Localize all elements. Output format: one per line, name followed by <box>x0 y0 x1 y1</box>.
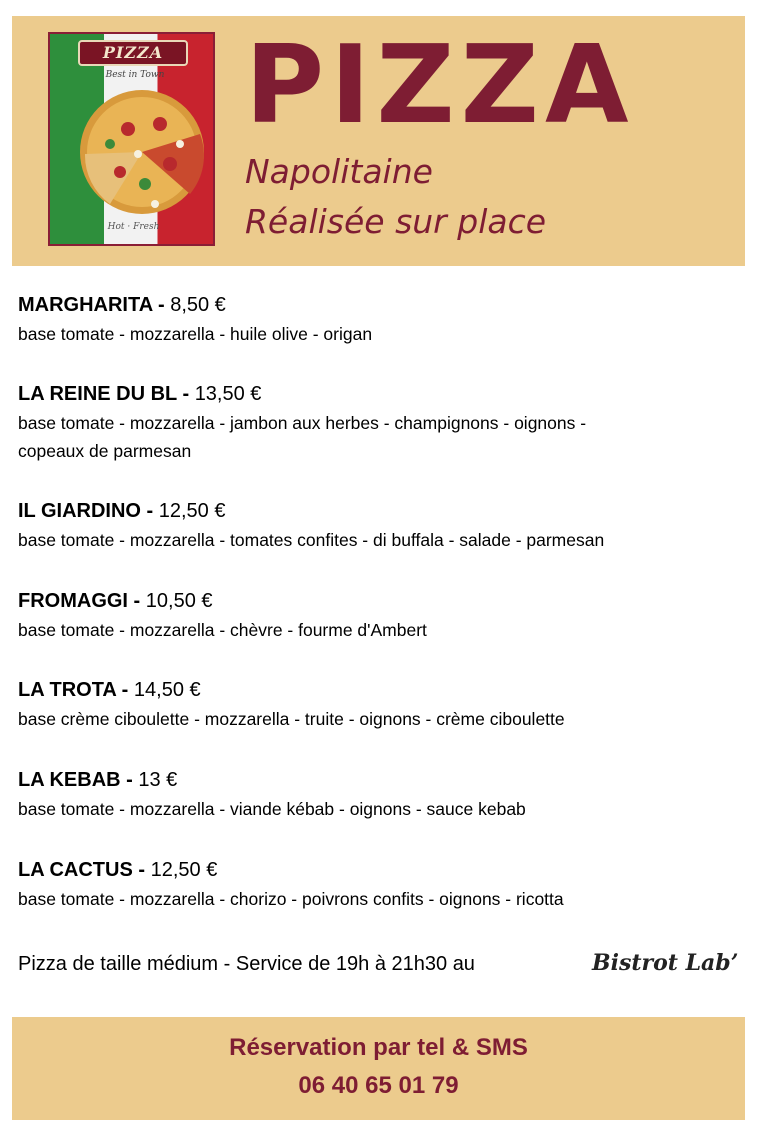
pepperoni <box>114 166 126 178</box>
menu-item <box>18 290 748 348</box>
pizza-price: 13 € <box>138 769 178 791</box>
mozzarella <box>134 150 142 158</box>
pizza-poster-image <box>48 32 215 246</box>
menu-item <box>18 765 748 823</box>
pepperoni <box>163 157 177 171</box>
pizza-ingredients: base tomate - mozzarella - tomates confites - di buffala - salade - parmesan <box>18 530 605 550</box>
pepperoni <box>121 122 135 136</box>
menu-item <box>18 496 748 554</box>
basil-leaf <box>139 178 151 190</box>
poster-tagline: Best in Town <box>105 70 165 80</box>
menu-item <box>18 586 748 644</box>
pizza-price: 12,50 € <box>158 500 226 522</box>
pizza-price: 13,50 € <box>194 383 262 405</box>
pizza-name: IL GIARDINO - <box>18 500 154 522</box>
poster-footer: Hot · Fresh <box>107 222 160 232</box>
pizza-ingredients: base crème ciboulette - mozzarella - truite - oignons - crème ciboulette <box>18 709 565 729</box>
pizza-price: 8,50 € <box>170 294 226 316</box>
pizza-price: 14,50 € <box>133 679 201 701</box>
reservation-banner <box>12 1017 745 1120</box>
pizza-ingredients: base tomate - mozzarella - chorizo - poivrons confits - oignons - ricotta <box>18 889 564 909</box>
mozzarella <box>176 140 184 148</box>
mozzarella <box>151 200 159 208</box>
pizza-ingredients-cont: copeaux de parmesan <box>18 441 192 461</box>
pizza-name: LA KEBAB - <box>18 769 133 791</box>
pepperoni <box>153 117 167 131</box>
pizza-name: LA REINE DU BL - <box>18 383 190 405</box>
subtitle-style: Napolitaine <box>245 152 433 191</box>
pizza-ingredients: base tomate - mozzarella - viande kébab - oignons - sauce kebab <box>18 799 526 819</box>
service-hours-note: Pizza de taille médium - Service de 19h à 21h30 au <box>18 953 475 975</box>
subtitle-made-on-site: Réalisée sur place <box>245 202 547 241</box>
pizza-price: 10,50 € <box>145 590 213 612</box>
poster-title: PIZZA <box>78 40 188 66</box>
bistrot-lab-logo: Bistrot Lab’ <box>592 950 739 976</box>
reservation-label: Réservation par tel & SMS <box>229 1034 528 1061</box>
pizza-price: 12,50 € <box>150 859 218 881</box>
pizza-ingredients: base tomate - mozzarella - chèvre - fourme d'Ambert <box>18 620 427 640</box>
menu-item <box>18 855 748 913</box>
basil-leaf <box>105 139 115 149</box>
menu-item <box>18 379 748 465</box>
menu-item <box>18 675 748 733</box>
page-title: PIZZA <box>245 23 635 148</box>
reservation-phone[interactable]: 06 40 65 01 79 <box>298 1072 459 1099</box>
pizza-name: LA TROTA - <box>18 679 129 701</box>
header-banner <box>12 16 745 266</box>
pizza-name: LA CACTUS - <box>18 859 146 881</box>
pizza-ingredients: base tomate - mozzarella - jambon aux herbes - champignons - oignons - <box>18 413 587 433</box>
pizza-name: MARGHARITA - <box>18 294 165 316</box>
pizza-name: FROMAGGI - <box>18 590 141 612</box>
pizza-ingredients: base tomate - mozzarella - huile olive - origan <box>18 324 373 344</box>
